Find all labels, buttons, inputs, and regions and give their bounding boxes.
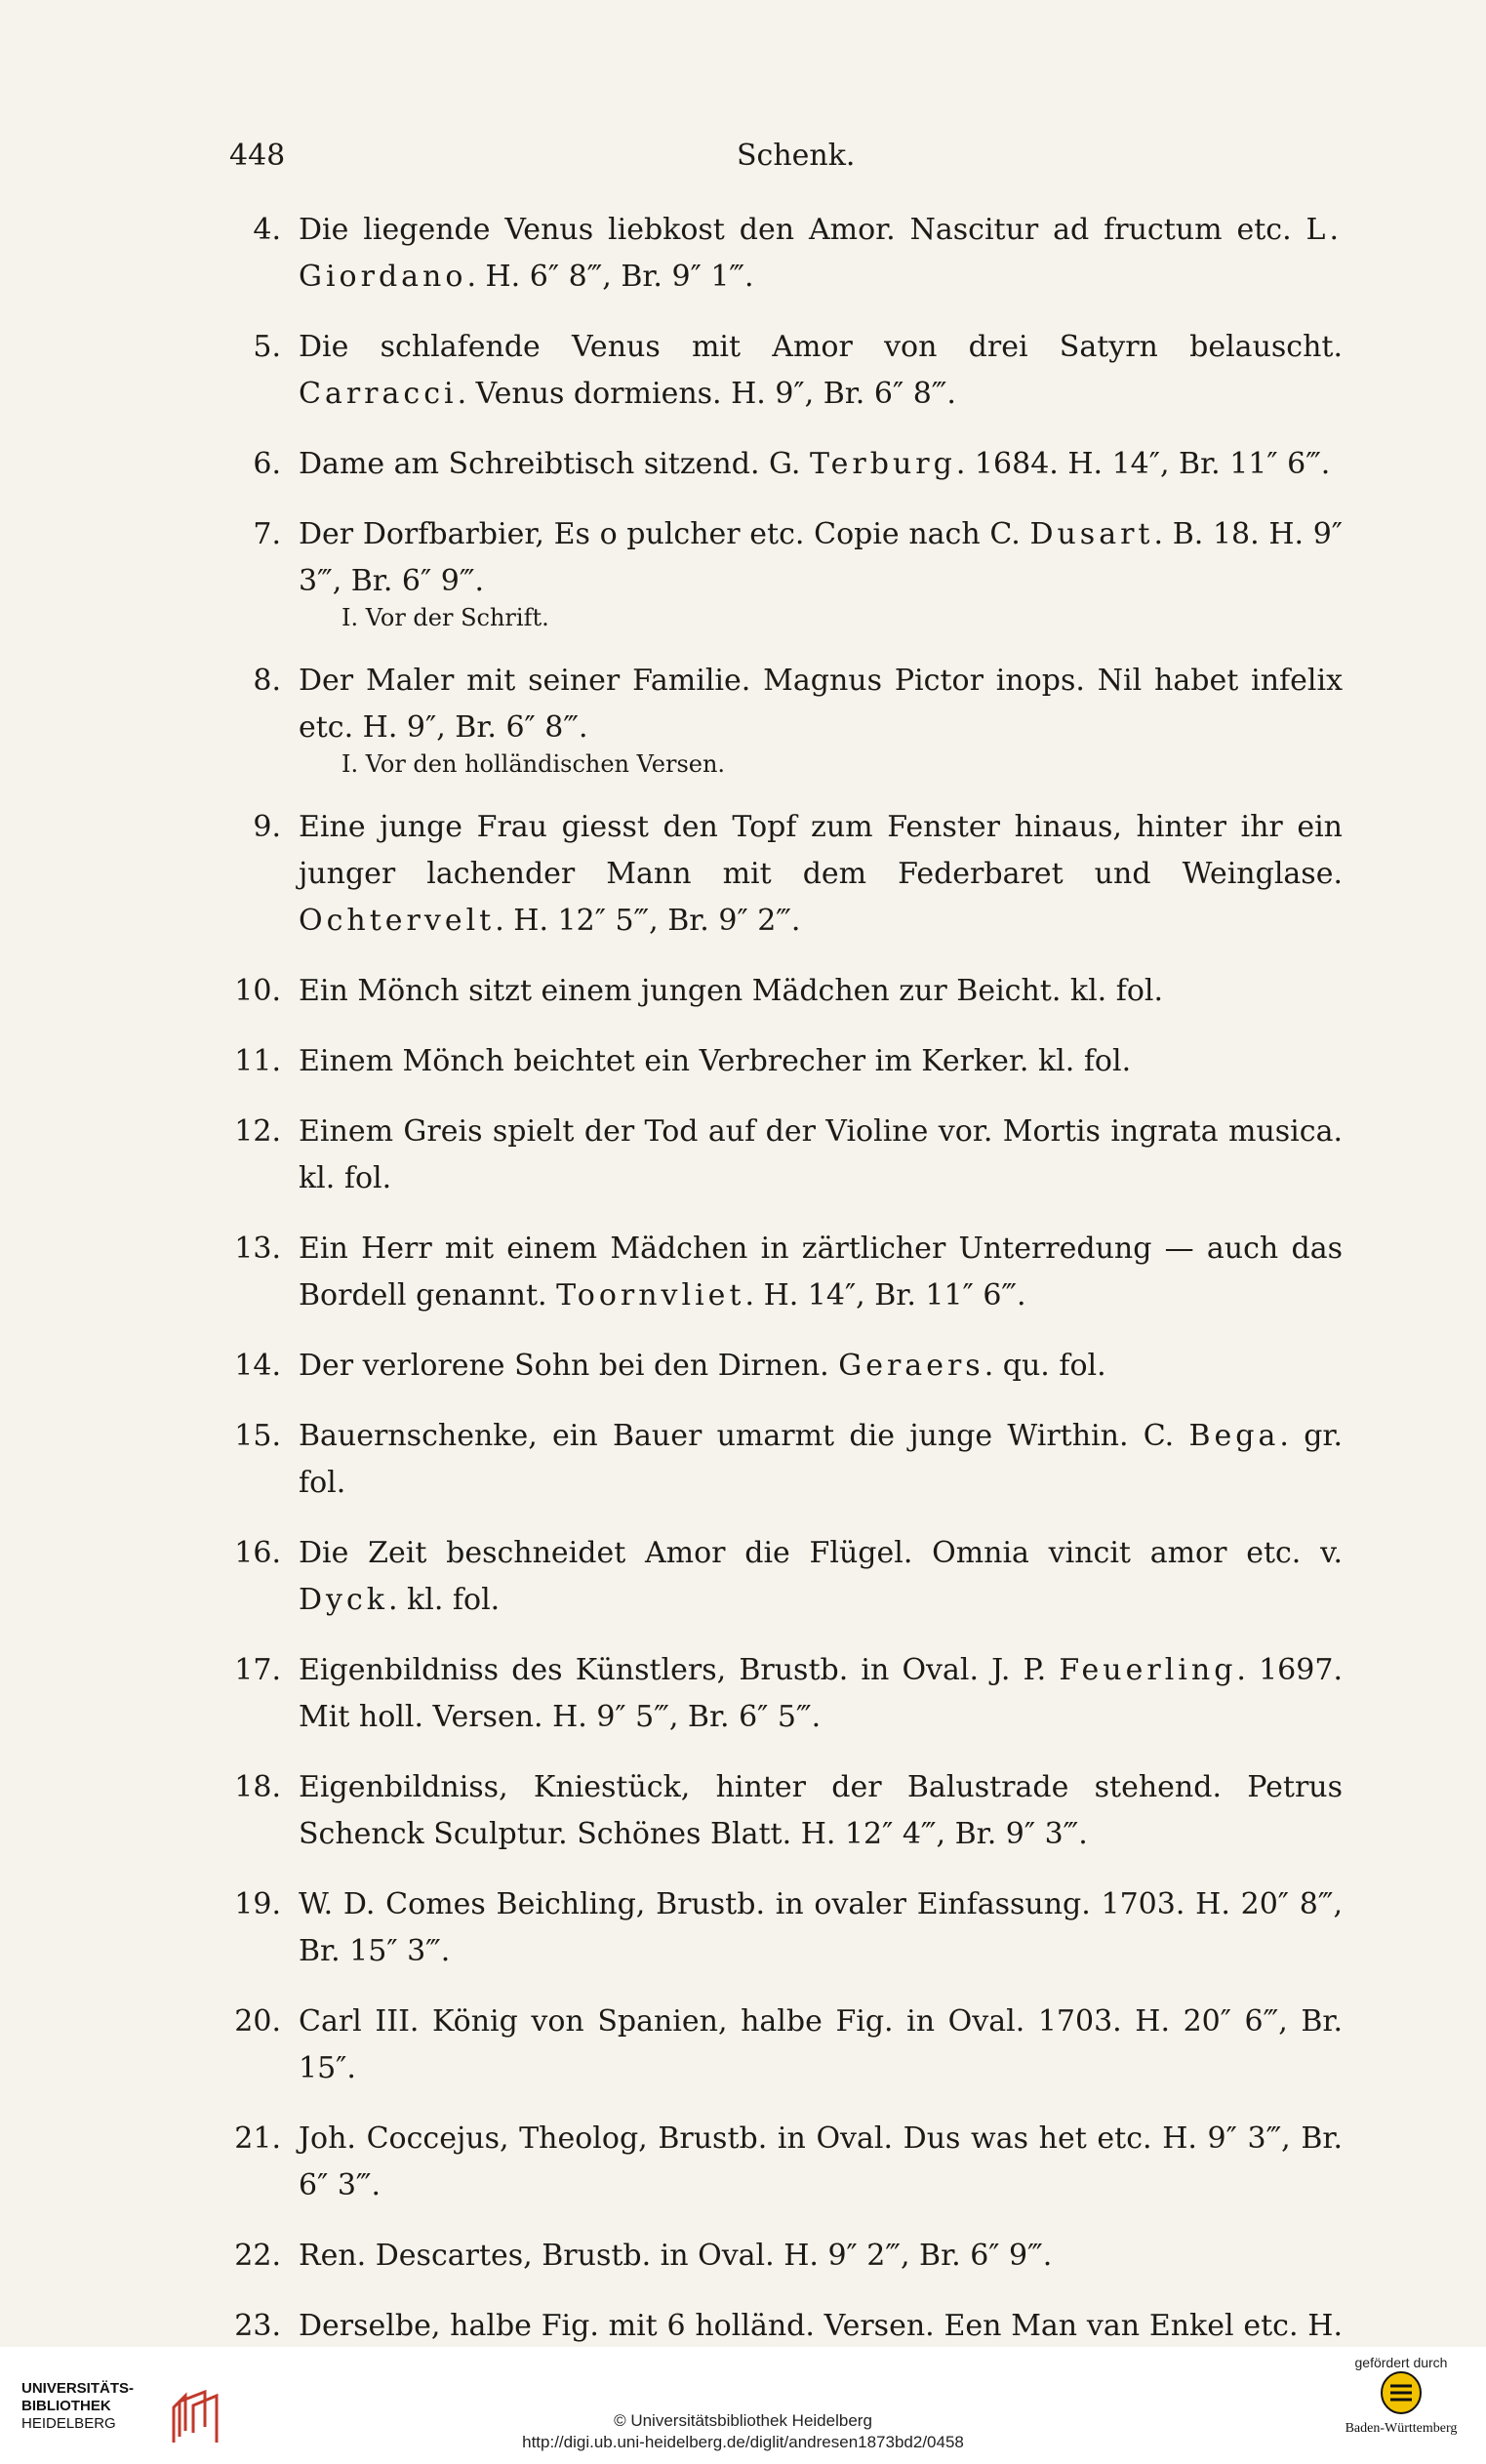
entry-number: 22. bbox=[234, 2239, 281, 2273]
library-name-line1: UNIVERSITÄTS- bbox=[21, 2380, 135, 2397]
entry-text bbox=[299, 1647, 1343, 1741]
entry-text-part: Der Dorfbarbier, Es o pulcher etc. Copie nach C. bbox=[299, 517, 1030, 551]
catalogue-entry bbox=[222, 1764, 1343, 1858]
catalogue-entry bbox=[222, 1413, 1343, 1507]
catalogue-entry bbox=[222, 1999, 1343, 2092]
entry-text-part: . qu. fol. bbox=[984, 1349, 1106, 1383]
entry-text bbox=[299, 1764, 1343, 1858]
entry-number: 14. bbox=[234, 1349, 281, 1383]
entry-text-part: . gr. fol. bbox=[299, 1419, 1343, 1500]
catalogue-entry bbox=[222, 2233, 1343, 2280]
entry-text bbox=[299, 1999, 1343, 2092]
entry-text-part: Ren. Descartes, Brustb. in Oval. H. 9″ 2‴, Br. 6″ 9‴. bbox=[299, 2239, 1053, 2273]
state-name: Baden-Württemberg bbox=[1345, 2421, 1458, 2436]
entry-text-part: Bauernschenke, ein Bauer umarmt die junge Wirthin. C. bbox=[299, 1419, 1189, 1453]
catalogue-entries bbox=[222, 207, 1343, 2449]
entry-text-part: Ein Herr mit einem Mädchen in zärtlicher Unterredung — auch das Bordell genannt. bbox=[299, 1232, 1343, 1313]
catalogue-entry bbox=[222, 1343, 1343, 1390]
catalogue-entry bbox=[222, 1647, 1343, 1741]
entry-text-part: Der Maler mit seiner Familie. Magnus Pictor inops. Nil habet infelix etc. H. 9″, Br. 6″ 8‴. bbox=[299, 664, 1343, 745]
entry-number: 10. bbox=[234, 974, 281, 1008]
entry-number: 11. bbox=[234, 1044, 281, 1078]
entry-text bbox=[299, 1343, 1343, 1390]
page-number: 448 bbox=[229, 139, 286, 173]
catalogue-entry bbox=[222, 658, 1343, 781]
catalogue-entry bbox=[222, 1530, 1343, 1624]
entry-text-part: Ein Mönch sitzt einem jungen Mädchen zur Beicht. kl. fol. bbox=[299, 974, 1164, 1008]
entry-text-part: Einem Mönch beichtet ein Verbrecher im Kerker. kl. fol. bbox=[299, 1044, 1132, 1078]
catalogue-entry bbox=[222, 441, 1343, 488]
entry-text bbox=[299, 1530, 1343, 1624]
catalogue-entry bbox=[222, 324, 1343, 418]
entry-number: 12. bbox=[234, 1114, 281, 1149]
entry-text bbox=[299, 511, 1343, 605]
entry-number: 15. bbox=[234, 1419, 281, 1453]
catalogue-entry bbox=[222, 207, 1343, 301]
entry-text bbox=[299, 658, 1343, 751]
entry-note: I. Vor der Schrift. bbox=[341, 604, 549, 631]
footer bbox=[0, 2347, 1486, 2464]
artist-name: Bega bbox=[1188, 1419, 1280, 1453]
entry-number: 20. bbox=[234, 2004, 281, 2039]
artist-name: Dyck bbox=[299, 1583, 388, 1617]
entry-text bbox=[299, 1881, 1343, 1975]
entry-text bbox=[299, 1038, 1343, 1085]
entry-text-part: Einem Greis spielt der Tod auf der Violine vor. Mortis ingrata musica. kl. fol. bbox=[299, 1114, 1343, 1195]
artist-name: Terburg bbox=[810, 447, 956, 481]
entry-number: 19. bbox=[234, 1887, 281, 1921]
entry-text-part: Eigenbildniss, Kniestück, hinter der Balustrade stehend. Petrus Schenck Sculptur. Schönes Blatt. H. 12″ 4‴, Br. 9″ 3‴. bbox=[299, 1770, 1343, 1851]
artist-name: Geraers bbox=[838, 1349, 984, 1383]
catalogue-entry bbox=[222, 2116, 1343, 2209]
entry-number: 9. bbox=[253, 810, 281, 844]
entry-text-part: . Venus dormiens. H. 9″, Br. 6″ 8‴. bbox=[457, 377, 956, 411]
artist-name: Feuerling bbox=[1059, 1653, 1237, 1687]
entry-text-part: Dame am Schreibtisch sitzend. G. bbox=[299, 447, 810, 481]
entry-text-part: . 1697. Mit holl. Versen. H. 9″ 5‴, Br. 6″ 5‴. bbox=[299, 1653, 1343, 1734]
catalogue-entry bbox=[222, 968, 1343, 1015]
entry-text-part: Derselbe, halbe Fig. mit 6 holländ. Versen. Een Man van Enkel etc. H. bbox=[299, 2309, 1343, 2343]
entry-text bbox=[299, 2116, 1343, 2209]
catalogue-entry bbox=[222, 804, 1343, 945]
artist-name: L. Giordano bbox=[299, 213, 1343, 294]
entry-text-part: . kl. fol. bbox=[387, 1583, 501, 1617]
funded-by-label: gefördert durch bbox=[1354, 2355, 1448, 2370]
entry-text-part: Die liegende Venus liebkost den Amor. Nascitur ad fructum etc. bbox=[299, 213, 1306, 247]
entry-text bbox=[299, 1413, 1343, 1507]
entry-text-part: Die schlafende Venus mit Amor von drei Satyrn belauscht. bbox=[299, 330, 1343, 364]
library-name-line3: HEIDELBERG bbox=[21, 2415, 116, 2432]
entry-text-part: Die Zeit beschneidet Amor die Flügel. Omnia vincit amor etc. v. bbox=[299, 1536, 1343, 1570]
entry-number: 23. bbox=[234, 2309, 281, 2343]
entry-text bbox=[299, 2233, 1343, 2280]
copyright-text: © Universitätsbibliothek Heidelberg bbox=[614, 2411, 872, 2430]
entry-text-part: Carl III. König von Spanien, halbe Fig. in Oval. 1703. H. 20″ 6‴, Br. 15″. bbox=[299, 2004, 1343, 2085]
entry-number: 16. bbox=[234, 1536, 281, 1570]
funding-logo bbox=[1338, 2355, 1465, 2437]
entry-text bbox=[299, 968, 1343, 1015]
entry-text-part: . H. 14″, Br. 11″ 6‴. bbox=[744, 1278, 1026, 1313]
catalogue-entry bbox=[222, 1109, 1343, 1202]
catalogue-entry bbox=[222, 511, 1343, 634]
entry-text-part: Eigenbildniss des Künstlers, Brustb. in Oval. J. P. bbox=[299, 1653, 1060, 1687]
entry-text bbox=[299, 1226, 1343, 1319]
artist-name: Ochtervelt bbox=[299, 904, 496, 938]
entry-number: 8. bbox=[253, 664, 281, 698]
entry-number: 21. bbox=[234, 2121, 281, 2156]
entry-number: 7. bbox=[253, 517, 281, 551]
artist-name: Toornvliet bbox=[556, 1278, 745, 1313]
entry-number: 13. bbox=[234, 1232, 281, 1266]
entry-text bbox=[299, 1109, 1343, 1202]
library-name-line2: BIBLIOTHEK bbox=[21, 2398, 111, 2414]
catalogue-entry bbox=[222, 1881, 1343, 1975]
running-title: Schenk. bbox=[737, 139, 856, 173]
page-header bbox=[229, 139, 1342, 183]
catalogue-entry bbox=[222, 1226, 1343, 1319]
artist-name: Dusart bbox=[1029, 517, 1154, 551]
entry-text-part: Eine junge Frau giesst den Topf zum Fenster hinaus, hinter ihr ein junger lachender Mann mit dem Federbaret und Weinglase. bbox=[299, 810, 1343, 891]
entry-number: 4. bbox=[253, 213, 281, 247]
artist-name: Carracci bbox=[299, 377, 458, 411]
entry-number: 5. bbox=[253, 330, 281, 364]
entry-text bbox=[299, 324, 1343, 418]
entry-text-part: . 1684. H. 14″, Br. 11″ 6‴. bbox=[955, 447, 1331, 481]
entry-number: 18. bbox=[234, 1770, 281, 1804]
entry-text-part: Joh. Coccejus, Theolog, Brustb. in Oval. Dus was het etc. H. 9″ 3‴, Br. 6″ 3‴. bbox=[299, 2121, 1343, 2202]
entry-text bbox=[299, 441, 1343, 488]
entry-text bbox=[299, 207, 1343, 301]
entry-text-part: . H. 12″ 5‴, Br. 9″ 2‴. bbox=[495, 904, 801, 938]
permalink-url[interactable]: http://digi.ub.uni-heidelberg.de/diglit/andresen1873bd2/0458 bbox=[522, 2433, 964, 2451]
entry-text bbox=[299, 804, 1343, 945]
coat-of-arms-icon bbox=[1379, 2370, 1424, 2415]
entry-number: 17. bbox=[234, 1653, 281, 1687]
entry-text-part: . B. 18. H. 9″ 3‴, Br. 6″ 9‴. bbox=[299, 517, 1343, 598]
entry-text-part: . H. 6″ 8‴, Br. 9″ 1‴. bbox=[466, 260, 754, 294]
entry-number: 6. bbox=[253, 447, 281, 481]
catalogue-entry bbox=[222, 1038, 1343, 1085]
entry-text-part: Der verlorene Sohn bei den Dirnen. bbox=[299, 1349, 839, 1383]
entry-note: I. Vor den holländischen Versen. bbox=[341, 750, 726, 778]
entry-text-part: W. D. Comes Beichling, Brustb. in ovaler Einfassung. 1703. H. 20″ 8‴, Br. 15″ 3‴. bbox=[299, 1887, 1343, 1968]
